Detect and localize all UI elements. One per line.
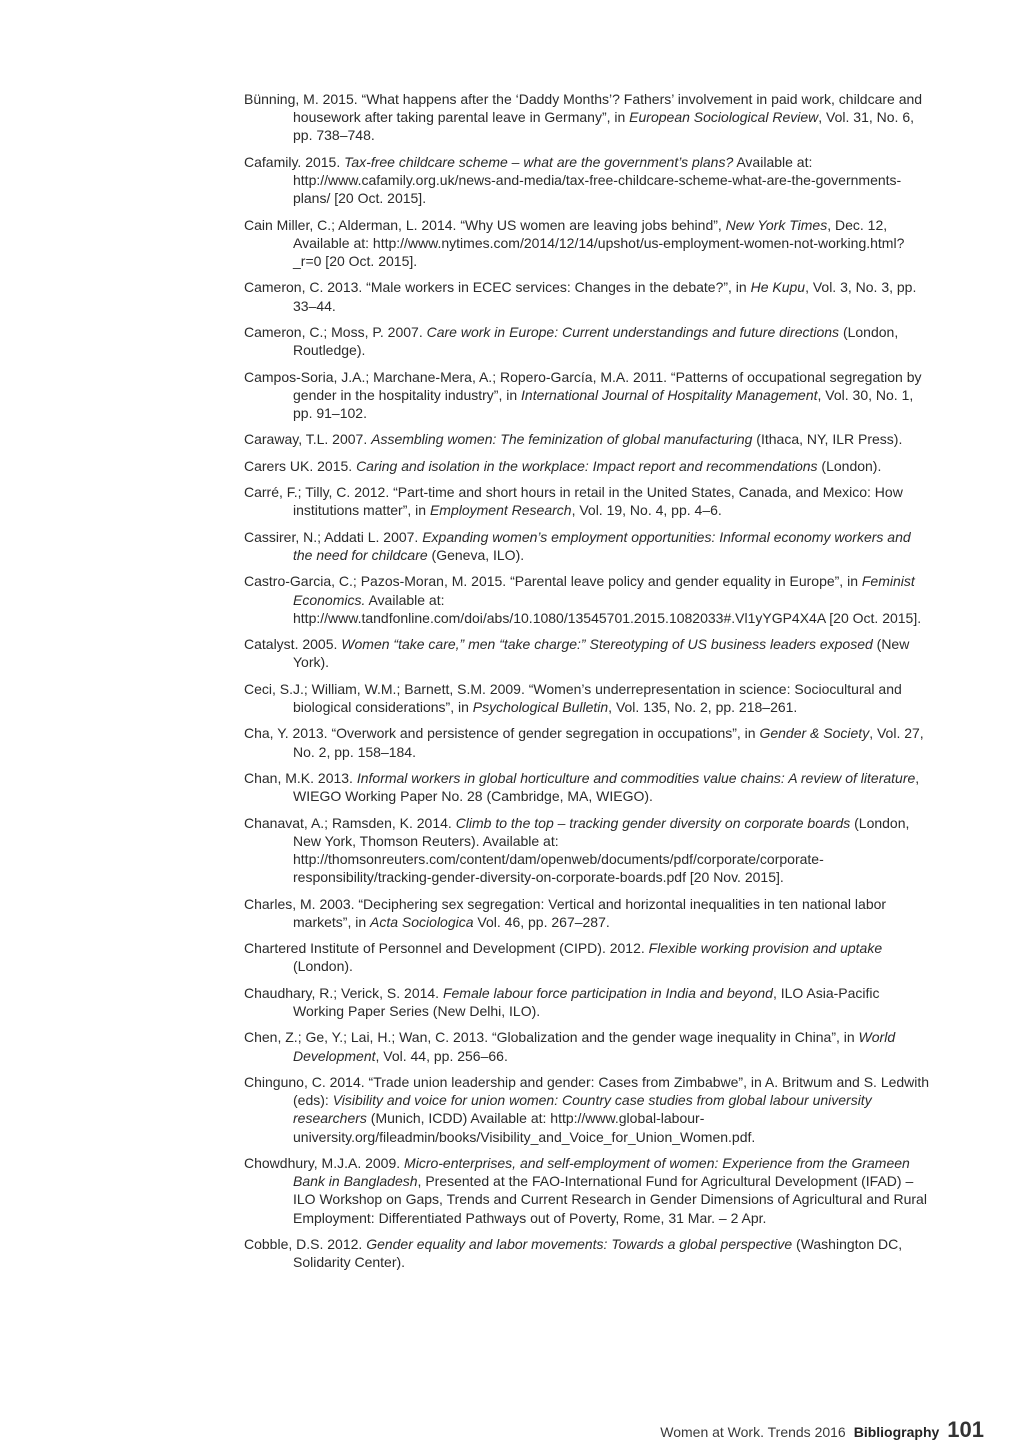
reference-entry: [244, 1235, 932, 1271]
reference-entry: [244, 1028, 932, 1064]
reference-author-year: Cafamily. 2015.: [244, 153, 341, 170]
reference-text: (Ithaca, NY, ILR Press).: [752, 431, 903, 448]
reference-entry: [244, 680, 932, 716]
reference-text: “Globalization and the gender wage inequality in China”, in: [488, 1029, 859, 1046]
reference-text: “Overwork and persistence of gender segregation in occupations”, in: [327, 725, 760, 742]
reference-title-italic: Gender equality and labor movements: Towards a global perspective: [366, 1235, 793, 1252]
reference-author-year: Carers UK. 2015.: [244, 457, 353, 474]
reference-entry: [244, 895, 932, 931]
reference-text: “Male workers in ECEC services: Changes in the debate?”, in: [362, 279, 751, 296]
reference-author-year: Carré, F.; Tilly, C. 2012.: [244, 484, 390, 501]
reference-author-year: Cameron, C. 2013.: [244, 279, 363, 296]
reference-entry: [244, 724, 932, 760]
reference-text: , Vol. 31, No. 6, pp. 738–748.: [293, 109, 915, 144]
reference-entry: [244, 368, 932, 423]
reference-author-year: Bünning, M. 2015.: [244, 91, 358, 107]
reference-text: , ILO Asia-Pacific Working Paper Series (New Delhi, ILO).: [293, 984, 880, 1019]
reference-author-year: Cha, Y. 2013.: [244, 725, 328, 742]
reference-author-year: Chan, M.K. 2013.: [244, 769, 353, 786]
footer-section-name: Bibliography: [853, 1424, 940, 1440]
reference-title-italic: Feminist Economics.: [293, 573, 915, 608]
reference-author-year: Cameron, C.; Moss, P. 2007.: [244, 323, 423, 340]
reference-text: “Why US women are leaving jobs behind”,: [456, 216, 726, 233]
reference-title-italic: Employment Research: [429, 502, 572, 519]
reference-text: “Trade union leadership and gender: Cases from Zimbabwe”, in A. Britwum and S. Ledwith (eds):: [293, 1073, 930, 1109]
reference-title-italic: Visibility and voice for union women: Country case studies from global labour university researchers: [293, 1092, 872, 1127]
reference-entry: [244, 1154, 932, 1227]
reference-author-year: Ceci, S.J.; William, W.M.; Barnett, S.M. 2009.: [244, 680, 525, 697]
reference-author-year: Chaudhary, R.; Verick, S. 2014.: [244, 984, 440, 1001]
reference-text: (London).: [293, 958, 353, 975]
reference-author-year: Catalyst. 2005.: [244, 636, 338, 653]
reference-entry: [244, 457, 932, 475]
reference-text: , WIEGO Working Paper No. 28 (Cambridge, MA, WIEGO).: [293, 769, 920, 805]
reference-title-italic: New York Times: [725, 216, 828, 233]
reference-text: (London, Routledge).: [293, 323, 899, 359]
reference-text: “Deciphering sex segregation: Vertical and horizontal inequalities in ten national labor markets”, in: [293, 895, 887, 930]
reference-text: Vol. 46, pp. 267–287.: [473, 913, 610, 930]
reference-entry: [244, 939, 932, 975]
reference-entry: [244, 769, 932, 805]
reference-author-year: Chinguno, C. 2014.: [244, 1073, 365, 1090]
reference-text: , Vol. 30, No. 1, pp. 91–102.: [293, 386, 914, 421]
reference-text: , Vol. 3, No. 3, pp. 33–44.: [293, 279, 917, 314]
reference-entry: [244, 278, 932, 314]
reference-text: , Vol. 135, No. 2, pp. 218–261.: [608, 698, 798, 715]
reference-title-italic: Flexible working provision and uptake: [648, 940, 883, 957]
reference-title-italic: Caring and isolation in the workplace: Impact report and recommendations: [356, 457, 818, 474]
reference-entry: [244, 430, 932, 448]
reference-text: “Women’s underrepresentation in science: Sociocultural and biological considerations”, in: [293, 680, 902, 715]
reference-text: (Geneva, ILO).: [427, 546, 525, 563]
reference-title-italic: Psychological Bulletin: [472, 698, 609, 715]
reference-text: , Dec. 12, Available at: http://www.nytimes.com/2014/12/14/upshot/us-employment-women-not-working.html?_r=0 [20 Oct. 2015].: [293, 216, 905, 269]
reference-entry: [244, 216, 932, 271]
reference-entry: [244, 814, 932, 887]
reference-title-italic: Micro-enterprises, and self-employment of women: Experience from the Grameen Bank in Bangladesh: [293, 1154, 910, 1190]
reference-title-italic: Assembling women: The feminization of global manufacturing: [371, 431, 753, 448]
reference-entry: [244, 635, 932, 671]
reference-entry: [244, 153, 932, 208]
reference-title-italic: International Journal of Hospitality Management: [521, 386, 818, 403]
reference-entry: [244, 90, 932, 145]
reference-author-year: Chanavat, A.; Ramsden, K. 2014.: [244, 814, 452, 831]
reference-text: “What happens after the ‘Daddy Months’? Fathers’ involvement in paid work, childcare and housework after taking parental leave in Germany”, in: [293, 91, 923, 126]
reference-author-year: Chartered Institute of Personnel and Development (CIPD). 2012.: [244, 940, 645, 957]
reference-text: , Vol. 27, No. 2, pp. 158–184.: [293, 725, 924, 760]
reference-author-year: Chen, Z.; Ge, Y.; Lai, H.; Wan, C. 2013.: [244, 1029, 489, 1046]
reference-entry: [244, 572, 932, 627]
reference-author-year: Campos-Soria, J.A.; Marchane-Mera, A.; Ropero-García, M.A. 2011.: [244, 368, 668, 385]
reference-text: “Patterns of occupational segregation by gender in the hospitality industry”, in: [293, 368, 922, 403]
reference-text: (Munich, ICDD) Available at: http://www.global-labour-university.org/fileadmin/books/Visibility_and_Voice_for_Union_Women.pdf.: [293, 1110, 756, 1145]
reference-entry: [244, 1073, 932, 1146]
reference-author-year: Cain Miller, C.; Alderman, L. 2014.: [244, 216, 457, 233]
reference-title-italic: European Sociological Review: [629, 109, 819, 126]
reference-entry: [244, 528, 932, 564]
reference-title-italic: Informal workers in global horticulture and commodities value chains: A review of literature: [356, 769, 916, 786]
reference-title-italic: Women “take care,” men “take charge:” Stereotyping of US business leaders exposed: [341, 636, 873, 653]
reference-text: (Washington DC, Solidarity Center).: [293, 1235, 903, 1271]
reference-title-italic: Gender & Society: [759, 725, 870, 742]
reference-text: Available at: http://www.cafamily.org.uk/news-and-media/tax-free-childcare-scheme-what-are-the-governments-plans/ [20 Oct. 2015].: [293, 153, 902, 207]
reference-entry: [244, 984, 932, 1020]
reference-text: , Presented at the FAO-International Fund for Agricultural Development (IFAD) – ILO Workshop on Gaps, Trends and Current Research in Gender Dimensions of Agricultural and Rural Employment: Differentiated Pathways out of Poverty, Rome, 31 Mar. – 2 Apr.: [293, 1173, 927, 1226]
reference-author-year: Cobble, D.S. 2012.: [244, 1235, 363, 1252]
bibliography-list: [244, 90, 932, 1279]
page-number: 101: [947, 1417, 984, 1442]
reference-text: (New York).: [293, 636, 910, 671]
reference-author-year: Charles, M. 2003.: [244, 895, 355, 912]
reference-text: “Part-time and short hours in retail in the United States, Canada, and Mexico: How institutions matter”, in: [293, 484, 903, 519]
reference-text: , Vol. 44, pp. 256–66.: [375, 1047, 508, 1064]
reference-text: (London).: [817, 457, 882, 474]
reference-author-year: Cassirer, N.; Addati L. 2007.: [244, 528, 419, 545]
reference-title-italic: He Kupu: [750, 279, 806, 296]
reference-title-italic: World Development: [293, 1029, 896, 1064]
reference-text: “Parental leave policy and gender equality in Europe”, in: [506, 573, 862, 590]
page-footer: [660, 1417, 984, 1443]
reference-title-italic: Female labour force participation in India and beyond: [442, 984, 773, 1001]
reference-author-year: Castro-Garcia, C.; Pazos-Moran, M. 2015.: [244, 573, 507, 590]
reference-title-italic: Expanding women’s employment opportunities: Informal economy workers and the need for childcare: [293, 528, 911, 563]
reference-text: (London, New York, Thomson Reuters). Available at: http://thomsonreuters.com/content/dam/openweb/documents/pdf/corporate/corporate-responsibility/tracking-gender-diversity-on-corporate-boards.pdf [20 Nov. 2015].: [293, 814, 910, 886]
footer-publication-title: Women at Work. Trends 2016: [660, 1424, 846, 1440]
reference-title-italic: Tax-free childcare scheme – what are the government’s plans?: [344, 153, 734, 170]
reference-title-italic: Care work in Europe: Current understandings and future directions: [426, 323, 840, 340]
reference-entry: [244, 323, 932, 359]
reference-title-italic: Acta Sociologica: [370, 913, 474, 930]
reference-entry: [244, 483, 932, 519]
reference-title-italic: Climb to the top – tracking gender diversity on corporate boards: [455, 814, 851, 831]
reference-author-year: Caraway, T.L. 2007.: [244, 431, 368, 448]
reference-text: , Vol. 19, No. 4, pp. 4–6.: [571, 502, 722, 519]
reference-text: Available at: http://www.tandfonline.com/doi/abs/10.1080/13545701.2015.1082033#.Vl1yYGP4X4A [20 Oct. 2015].: [293, 591, 922, 626]
reference-author-year: Chowdhury, M.J.A. 2009.: [244, 1154, 401, 1171]
